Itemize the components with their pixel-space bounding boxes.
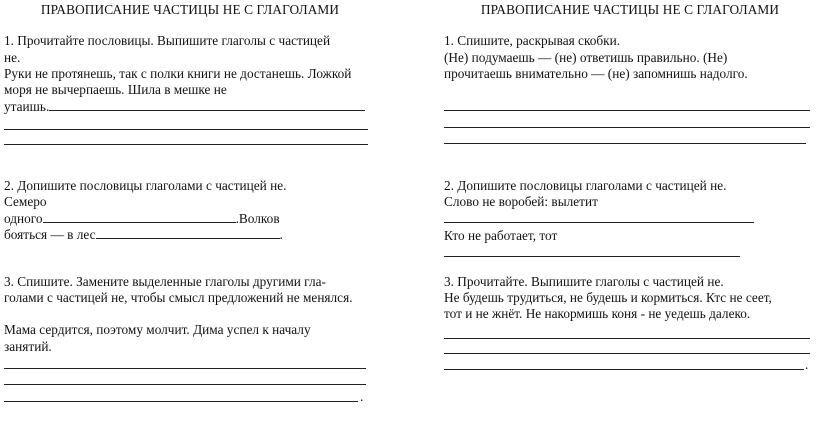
right-task3-end: . xyxy=(805,357,809,372)
left-task2-line1: 2. Допишите пословицы глаголами с частицей не. xyxy=(4,178,287,193)
answer-line[interactable] xyxy=(4,129,368,130)
right-worksheet xyxy=(444,0,816,372)
right-title: ПРАВОПИСАНИЕ ЧАСТИЦЫ НЕ С ГЛАГОЛАМИ xyxy=(480,2,780,17)
left-task1-line4: моря не вычерпаешь. Шила в мешке не xyxy=(4,82,227,97)
answer-blank[interactable] xyxy=(43,210,236,223)
answer-line[interactable] xyxy=(4,384,366,385)
left-title: ПРАВОПИСАНИЕ ЧАСТИЦЫ НЕ С ГЛАГОЛАМИ xyxy=(40,2,340,17)
left-task3-line4: занятий. xyxy=(4,339,52,354)
left-task2-word: бояться — в лес xyxy=(4,227,96,242)
answer-line[interactable] xyxy=(4,144,368,145)
left-task2-word: .Волков xyxy=(235,211,280,226)
right-task3-line1: 3. Прочитайте. Выпишите глаголы с частицей не. xyxy=(444,274,724,289)
answer-line[interactable] xyxy=(444,222,754,223)
left-task1-line1: 1. Прочитайте пословицы. Выпишите глаголы с частицей xyxy=(4,33,331,48)
answer-line[interactable] xyxy=(444,127,810,128)
left-task1-line2: не. xyxy=(4,50,21,65)
answer-line[interactable] xyxy=(444,338,810,339)
right-task3-line2: Не будешь трудиться, не будешь и кормиться. Ктс не сеет, xyxy=(444,290,772,305)
left-task3-line1: 3. Спишите. Замените выделенные глаголы другими гла- xyxy=(4,274,326,289)
right-task1-line2: (Не) подумаешь — (не) ответишь правильно. (Не) xyxy=(444,50,728,65)
right-task2-line3: Кто не работает, тот xyxy=(444,228,558,243)
answer-blank[interactable] xyxy=(49,98,365,111)
right-task3-line3: тот и не жнёт. Не накормишь коня - не уедешь далеко. xyxy=(444,306,751,321)
answer-line[interactable] xyxy=(444,256,740,257)
right-task2-line1: 2. Допишите пословицы глаголами с частицей не. xyxy=(444,178,727,193)
left-task3-end: . xyxy=(360,389,364,404)
right-task1-line1: 1. Спишите, раскрывая скобки. xyxy=(444,33,621,48)
answer-line[interactable] xyxy=(444,143,806,144)
answer-line[interactable] xyxy=(4,401,358,402)
left-task1-line5: утаишь. xyxy=(4,99,50,114)
right-task1-line3: прочитаешь внимательно — (не) запомнишь надолго. xyxy=(444,66,748,81)
answer-blank[interactable] xyxy=(96,226,280,239)
answer-line[interactable] xyxy=(444,110,810,111)
right-task2-line2: Слово не воробей: вылетит xyxy=(444,194,598,209)
answer-line[interactable] xyxy=(4,368,366,369)
answer-line[interactable] xyxy=(444,353,810,354)
left-worksheet xyxy=(4,0,376,404)
left-task1-line3: Руки не протянешь, так с полки книги не достанешь. Ложкой xyxy=(4,66,352,81)
left-task3-line3: Мама сердится, поэтому молчит. Дима успел к началу xyxy=(4,322,311,337)
left-task2-end: . xyxy=(279,227,283,242)
left-task2-line2: Семеро xyxy=(4,194,47,209)
left-task3-line2: голами с частицей не, чтобы смысл предложений не менялся. xyxy=(4,290,353,305)
left-task2-word: одного xyxy=(4,211,43,226)
answer-line[interactable] xyxy=(444,369,804,370)
